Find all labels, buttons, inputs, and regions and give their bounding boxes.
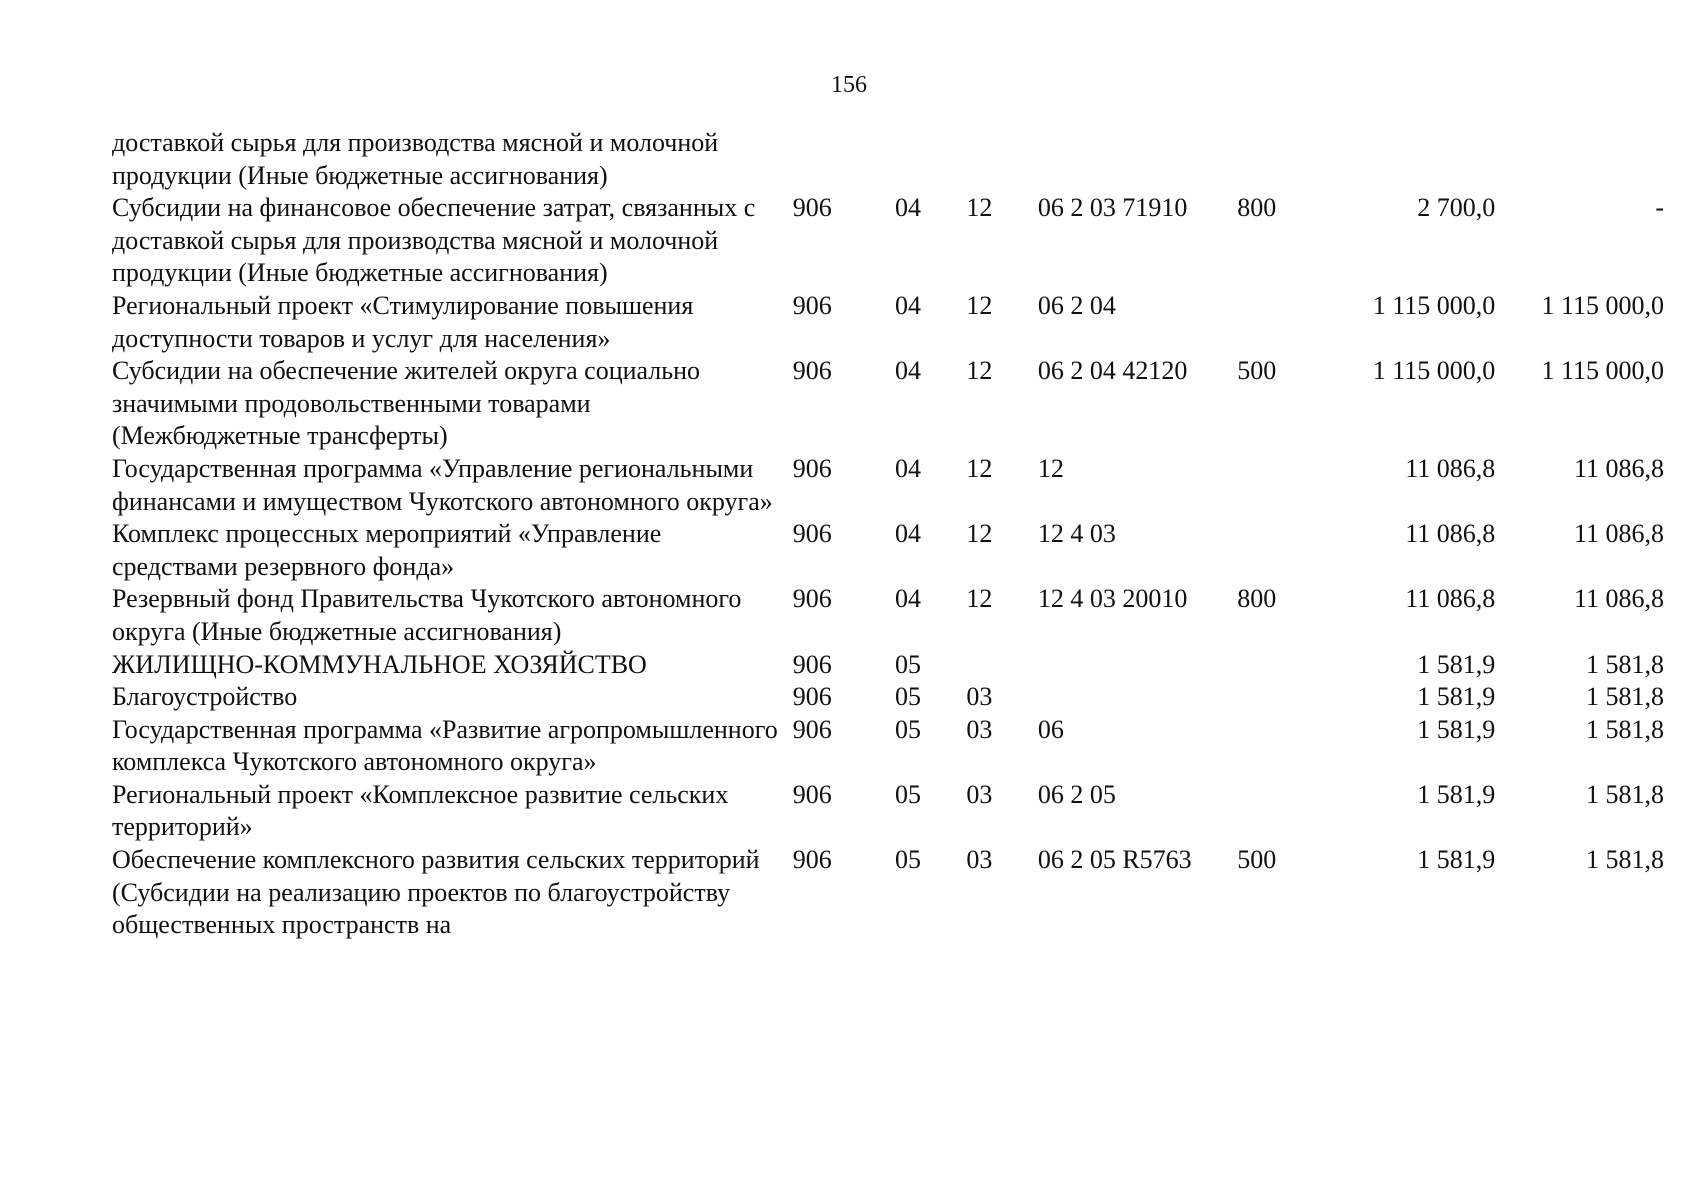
row-subsection-code: 03 (966, 714, 993, 744)
row-target-code: 12 4 03 20010 (1037, 584, 1188, 614)
row-sum-first: 2 700,0 (1417, 193, 1496, 223)
row-sum-second: 11 086,8 (1573, 453, 1664, 483)
row-expense-type: 500 (1237, 845, 1277, 875)
row-sum-second: 1 115 000,0 (1541, 290, 1664, 320)
row-target-code: 12 (1037, 453, 1064, 483)
row-name: Региональный проект «Стимулирование повышения доступности товаров и услуг для населения» (112, 290, 694, 353)
table-row (112, 649, 1664, 682)
row-name: Субсидии на обеспечение жителей округа социально значимыми продовольственными товарами (Межбюджетные трансферты) (112, 356, 701, 451)
row-section-code: 04 (894, 290, 921, 320)
row-ministry-code: 906 (792, 356, 832, 386)
table-row (112, 127, 1664, 192)
row-section-code: 05 (894, 649, 921, 679)
row-section-code: 04 (894, 584, 921, 614)
row-section-code: 05 (894, 845, 921, 875)
table-row (112, 779, 1664, 844)
row-sum-first: 1 581,9 (1417, 714, 1496, 744)
row-ministry-code: 906 (792, 779, 832, 809)
table-row (112, 681, 1664, 714)
row-ministry-code: 906 (792, 584, 832, 614)
row-name: ЖИЛИЩНО-КОММУНАЛЬНОЕ ХОЗЯЙСТВО (112, 649, 647, 679)
row-sum-second: 11 086,8 (1573, 519, 1664, 549)
row-sum-second: 1 581,8 (1585, 845, 1664, 875)
row-name: Резервный фонд Правительства Чукотского автономного округа (Иные бюджетные ассигнования) (112, 584, 742, 646)
row-sum-first: 11 086,8 (1405, 584, 1496, 614)
table-row (112, 453, 1664, 518)
table-row (112, 714, 1664, 779)
table-row (112, 290, 1664, 355)
row-subsection-code: 12 (966, 290, 993, 320)
row-name: Субсидии на финансовое обеспечение затрат, связанных с доставкой сырья для производства мясной и молочной продукции (Иные бюджетные ассигнования) (112, 193, 756, 288)
row-subsection-code: 03 (966, 682, 993, 712)
budget-table (112, 127, 1664, 942)
row-ministry-code: 906 (792, 649, 832, 679)
row-ministry-code: 906 (792, 193, 832, 223)
row-sum-first: 1 581,9 (1417, 845, 1496, 875)
row-ministry-code: 906 (792, 845, 832, 875)
row-sum-first: 11 086,8 (1405, 453, 1496, 483)
row-ministry-code: 906 (792, 682, 832, 712)
row-ministry-code: 906 (792, 290, 832, 320)
row-section-code: 04 (894, 356, 921, 386)
row-sum-first: 11 086,8 (1405, 519, 1496, 549)
row-target-code: 06 2 03 71910 (1037, 193, 1188, 223)
row-name: Обеспечение комплексного развития сельских территорий (Субсидии на реализацию проектов по благоустройству общественных пространств на (112, 845, 760, 940)
row-subsection-code: 12 (966, 356, 993, 386)
table-row (112, 583, 1664, 648)
table-row (112, 844, 1664, 942)
row-section-code: 05 (894, 682, 921, 712)
page-number: 156 (831, 72, 867, 98)
row-section-code: 05 (894, 779, 921, 809)
row-target-code: 06 2 04 (1037, 290, 1116, 320)
row-sum-second: 11 086,8 (1573, 584, 1664, 614)
row-subsection-code: 03 (966, 779, 993, 809)
row-target-code: 06 2 05 (1037, 779, 1116, 809)
row-ministry-code: 906 (792, 714, 832, 744)
table-row (112, 518, 1664, 583)
row-sum-first: 1 115 000,0 (1372, 290, 1496, 320)
row-expense-type: 800 (1237, 193, 1277, 223)
row-name: Государственная программа «Развитие агропромышленного комплекса Чукотского автономного округа» (112, 714, 778, 777)
row-name: Комплекс процессных мероприятий «Управление средствами резервного фонда» (112, 519, 662, 581)
row-sum-second: 1 115 000,0 (1541, 356, 1664, 386)
row-ministry-code: 906 (792, 519, 832, 549)
row-subsection-code: 12 (966, 519, 993, 549)
row-expense-type: 500 (1237, 356, 1277, 386)
row-subsection-code: 12 (966, 193, 993, 223)
row-sum-first: 1 581,9 (1417, 649, 1496, 679)
row-sum-second: 1 581,8 (1585, 649, 1664, 679)
row-sum-second: 1 581,8 (1585, 779, 1664, 809)
row-section-code: 04 (894, 519, 921, 549)
row-subsection-code: 12 (966, 584, 993, 614)
row-target-code: 06 2 04 42120 (1037, 356, 1188, 386)
row-name: Региональный проект «Комплексное развитие сельских территорий» (112, 779, 729, 842)
row-target-code: 06 2 05 R5763 (1037, 845, 1192, 875)
row-sum-first: 1 581,9 (1417, 682, 1496, 712)
row-section-code: 04 (894, 193, 921, 223)
table-row (112, 355, 1664, 453)
row-sum-first: 1 115 000,0 (1372, 356, 1496, 386)
row-subsection-code: 12 (966, 453, 993, 483)
row-sum-second: 1 581,8 (1585, 714, 1664, 744)
row-name: доставкой сырья для производства мясной и молочной продукции (Иные бюджетные ассигнования) (112, 128, 719, 190)
row-ministry-code: 906 (792, 453, 832, 483)
row-section-code: 04 (894, 453, 921, 483)
row-section-code: 05 (894, 714, 921, 744)
row-sum-second: 1 581,8 (1585, 682, 1664, 712)
row-name: Государственная программа «Управление региональными финансами и имуществом Чукотского автономного округа» (112, 453, 773, 516)
table-row (112, 192, 1664, 290)
row-expense-type: 800 (1237, 584, 1277, 614)
row-subsection-code: 03 (966, 845, 993, 875)
row-sum-second: - (1655, 193, 1664, 223)
row-target-code: 12 4 03 (1037, 519, 1116, 549)
row-sum-first: 1 581,9 (1417, 779, 1496, 809)
row-name: Благоустройство (112, 682, 298, 712)
row-target-code: 06 (1037, 714, 1064, 744)
